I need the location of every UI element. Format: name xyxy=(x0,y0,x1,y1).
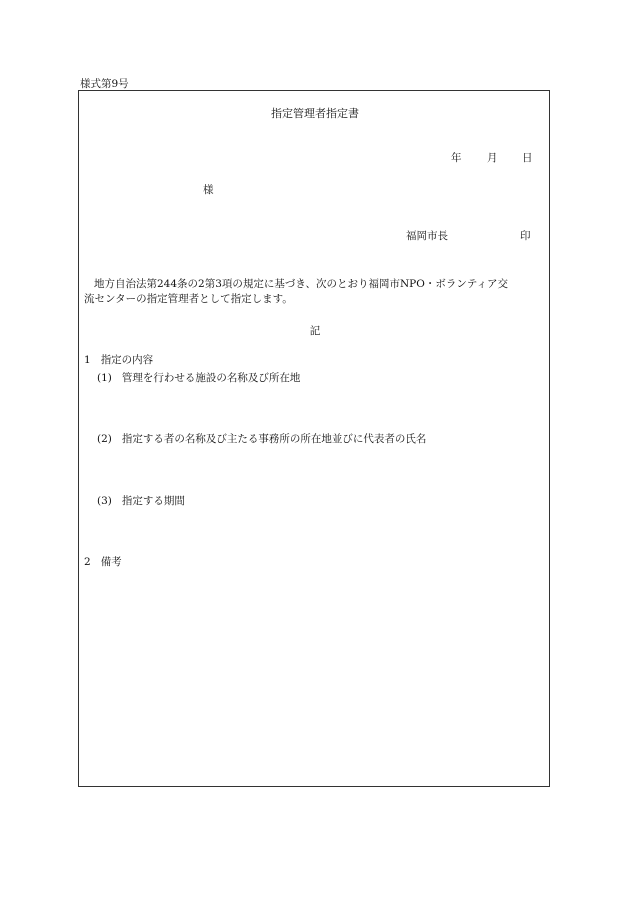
form-number: 様式第9号 xyxy=(80,78,129,90)
date-year-label: 年 xyxy=(451,152,462,164)
section-1-heading xyxy=(84,355,153,366)
body-text-line-1: 地方自治法第244条の2第3項の規定に基づき、次のとおり福岡市NPO・ボランティア交 xyxy=(94,278,509,290)
seal-mark: 印 xyxy=(520,230,531,242)
section-1-item-2 xyxy=(97,434,426,445)
item-3-number: (3) xyxy=(97,495,112,507)
section-1-title: 指定の内容 xyxy=(100,354,154,366)
section-1-item-3 xyxy=(97,496,185,507)
item-2-number: (2) xyxy=(97,433,112,445)
section-2-heading xyxy=(84,557,122,568)
document-title: 指定管理者指定書 xyxy=(271,107,359,120)
note-heading: 記 xyxy=(309,325,321,337)
item-1-text: 管理を行わせる施設の名称及び所在地 xyxy=(121,372,301,384)
addressee-suffix: 様 xyxy=(203,184,214,196)
section-1-number: 1 xyxy=(84,354,91,366)
item-3-text: 指定する期間 xyxy=(121,495,185,507)
section-1-item-1 xyxy=(97,373,300,384)
item-2-text: 指定する者の名称及び主たる事務所の所在地並びに代表者の氏名 xyxy=(121,433,427,445)
issuer-name: 福岡市長 xyxy=(406,230,448,242)
section-2-title: 備考 xyxy=(100,556,122,568)
date-day-label: 日 xyxy=(522,152,533,164)
item-1-number: (1) xyxy=(97,372,112,384)
section-2-number: 2 xyxy=(84,556,91,568)
body-text-line-2: 流センターの指定管理者として指定します。 xyxy=(84,293,293,305)
date-month-label: 月 xyxy=(487,152,498,164)
